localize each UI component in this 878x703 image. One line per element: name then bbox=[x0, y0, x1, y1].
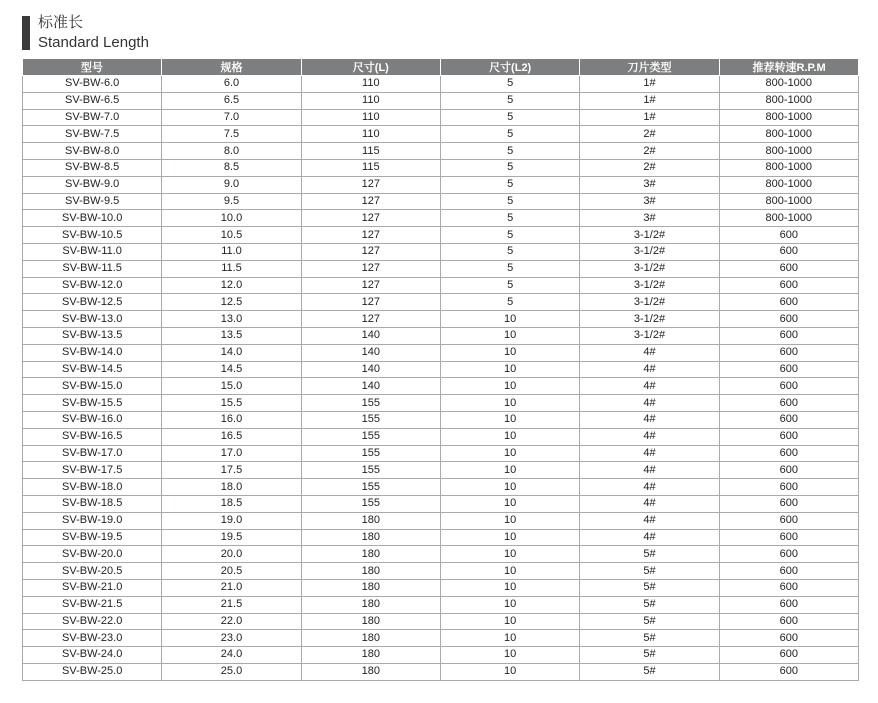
cell-rpm: 600 bbox=[719, 277, 858, 294]
cell-model: SV-BW-10.0 bbox=[23, 210, 162, 227]
cell-model: SV-BW-8.0 bbox=[23, 143, 162, 160]
cell-model: SV-BW-11.0 bbox=[23, 243, 162, 260]
table-row bbox=[23, 512, 859, 529]
cell-model: SV-BW-9.5 bbox=[23, 193, 162, 210]
cell-length-l: 140 bbox=[301, 327, 440, 344]
cell-blade-type: 3# bbox=[580, 176, 719, 193]
cell-length-l: 110 bbox=[301, 92, 440, 109]
cell-length-l2: 10 bbox=[440, 647, 579, 664]
cell-length-l2: 10 bbox=[440, 546, 579, 563]
cell-spec: 14.0 bbox=[162, 344, 301, 361]
cell-spec: 16.0 bbox=[162, 411, 301, 428]
cell-length-l: 180 bbox=[301, 529, 440, 546]
cell-rpm: 600 bbox=[719, 227, 858, 244]
cell-length-l: 180 bbox=[301, 579, 440, 596]
cell-length-l: 180 bbox=[301, 630, 440, 647]
cell-length-l: 110 bbox=[301, 109, 440, 126]
cell-length-l: 155 bbox=[301, 411, 440, 428]
col-header-blade-type: 刀片类型 bbox=[580, 59, 719, 76]
cell-length-l2: 10 bbox=[440, 378, 579, 395]
cell-length-l: 140 bbox=[301, 361, 440, 378]
cell-spec: 11.0 bbox=[162, 243, 301, 260]
cell-rpm: 800-1000 bbox=[719, 193, 858, 210]
cell-spec: 21.0 bbox=[162, 579, 301, 596]
cell-spec: 6.0 bbox=[162, 76, 301, 93]
cell-rpm: 600 bbox=[719, 462, 858, 479]
col-header-length-l2: 尺寸(L2) bbox=[440, 59, 579, 76]
cell-model: SV-BW-21.5 bbox=[23, 596, 162, 613]
cell-blade-type: 3-1/2# bbox=[580, 227, 719, 244]
cell-model: SV-BW-6.0 bbox=[23, 76, 162, 93]
table-row bbox=[23, 613, 859, 630]
cell-spec: 20.0 bbox=[162, 546, 301, 563]
cell-spec: 16.5 bbox=[162, 428, 301, 445]
cell-length-l2: 10 bbox=[440, 411, 579, 428]
cell-length-l2: 10 bbox=[440, 344, 579, 361]
cell-spec: 13.5 bbox=[162, 327, 301, 344]
cell-model: SV-BW-20.5 bbox=[23, 563, 162, 580]
cell-length-l2: 10 bbox=[440, 462, 579, 479]
cell-length-l2: 5 bbox=[440, 227, 579, 244]
spec-table-body bbox=[23, 76, 859, 681]
cell-spec: 8.5 bbox=[162, 159, 301, 176]
cell-blade-type: 4# bbox=[580, 428, 719, 445]
cell-rpm: 600 bbox=[719, 260, 858, 277]
cell-blade-type: 1# bbox=[580, 109, 719, 126]
cell-rpm: 600 bbox=[719, 479, 858, 496]
cell-rpm: 600 bbox=[719, 579, 858, 596]
col-header-spec: 规格 bbox=[162, 59, 301, 76]
cell-rpm: 600 bbox=[719, 243, 858, 260]
col-header-model: 型号 bbox=[23, 59, 162, 76]
table-row bbox=[23, 529, 859, 546]
cell-blade-type: 5# bbox=[580, 613, 719, 630]
table-row bbox=[23, 361, 859, 378]
table-row bbox=[23, 630, 859, 647]
cell-length-l2: 10 bbox=[440, 327, 579, 344]
cell-length-l: 180 bbox=[301, 613, 440, 630]
cell-rpm: 600 bbox=[719, 344, 858, 361]
cell-length-l: 127 bbox=[301, 311, 440, 328]
table-row bbox=[23, 227, 859, 244]
cell-length-l2: 10 bbox=[440, 613, 579, 630]
table-row bbox=[23, 462, 859, 479]
table-row bbox=[23, 176, 859, 193]
cell-length-l2: 10 bbox=[440, 445, 579, 462]
heading-accent-bar bbox=[22, 16, 30, 50]
table-row bbox=[23, 411, 859, 428]
cell-length-l2: 10 bbox=[440, 630, 579, 647]
cell-blade-type: 3-1/2# bbox=[580, 277, 719, 294]
cell-blade-type: 4# bbox=[580, 495, 719, 512]
cell-rpm: 600 bbox=[719, 361, 858, 378]
cell-model: SV-BW-11.5 bbox=[23, 260, 162, 277]
cell-spec: 24.0 bbox=[162, 647, 301, 664]
table-row bbox=[23, 76, 859, 93]
table-row bbox=[23, 327, 859, 344]
cell-blade-type: 3-1/2# bbox=[580, 260, 719, 277]
cell-length-l: 180 bbox=[301, 512, 440, 529]
cell-blade-type: 5# bbox=[580, 563, 719, 580]
cell-length-l2: 5 bbox=[440, 193, 579, 210]
cell-spec: 6.5 bbox=[162, 92, 301, 109]
cell-rpm: 800-1000 bbox=[719, 76, 858, 93]
table-row bbox=[23, 109, 859, 126]
cell-length-l2: 5 bbox=[440, 76, 579, 93]
cell-rpm: 600 bbox=[719, 647, 858, 664]
table-row bbox=[23, 395, 859, 412]
cell-rpm: 600 bbox=[719, 395, 858, 412]
cell-blade-type: 3# bbox=[580, 193, 719, 210]
cell-spec: 18.5 bbox=[162, 495, 301, 512]
table-row bbox=[23, 311, 859, 328]
cell-length-l2: 5 bbox=[440, 277, 579, 294]
cell-length-l: 180 bbox=[301, 546, 440, 563]
cell-spec: 10.5 bbox=[162, 227, 301, 244]
table-row bbox=[23, 563, 859, 580]
cell-spec: 14.5 bbox=[162, 361, 301, 378]
cell-rpm: 600 bbox=[719, 596, 858, 613]
cell-spec: 11.5 bbox=[162, 260, 301, 277]
cell-length-l: 127 bbox=[301, 210, 440, 227]
table-row bbox=[23, 294, 859, 311]
col-header-length-l: 尺寸(L) bbox=[301, 59, 440, 76]
cell-length-l: 127 bbox=[301, 193, 440, 210]
cell-model: SV-BW-14.5 bbox=[23, 361, 162, 378]
cell-length-l2: 10 bbox=[440, 579, 579, 596]
cell-spec: 7.5 bbox=[162, 126, 301, 143]
cell-blade-type: 1# bbox=[580, 92, 719, 109]
cell-rpm: 600 bbox=[719, 563, 858, 580]
cell-blade-type: 4# bbox=[580, 512, 719, 529]
cell-length-l: 180 bbox=[301, 663, 440, 680]
cell-length-l: 110 bbox=[301, 126, 440, 143]
cell-rpm: 600 bbox=[719, 546, 858, 563]
cell-model: SV-BW-13.5 bbox=[23, 327, 162, 344]
table-row bbox=[23, 495, 859, 512]
cell-blade-type: 3-1/2# bbox=[580, 243, 719, 260]
cell-length-l: 127 bbox=[301, 294, 440, 311]
cell-model: SV-BW-18.0 bbox=[23, 479, 162, 496]
cell-length-l: 180 bbox=[301, 596, 440, 613]
header-row bbox=[23, 59, 859, 76]
cell-length-l: 155 bbox=[301, 479, 440, 496]
cell-spec: 10.0 bbox=[162, 210, 301, 227]
spec-table-header bbox=[23, 59, 859, 76]
cell-spec: 7.0 bbox=[162, 109, 301, 126]
table-row bbox=[23, 428, 859, 445]
cell-rpm: 600 bbox=[719, 428, 858, 445]
cell-blade-type: 3-1/2# bbox=[580, 327, 719, 344]
cell-length-l: 127 bbox=[301, 227, 440, 244]
table-row bbox=[23, 378, 859, 395]
cell-blade-type: 5# bbox=[580, 596, 719, 613]
cell-length-l: 140 bbox=[301, 378, 440, 395]
table-row bbox=[23, 344, 859, 361]
cell-spec: 9.5 bbox=[162, 193, 301, 210]
cell-rpm: 600 bbox=[719, 445, 858, 462]
cell-length-l2: 5 bbox=[440, 294, 579, 311]
cell-length-l: 155 bbox=[301, 462, 440, 479]
table-row bbox=[23, 596, 859, 613]
cell-model: SV-BW-13.0 bbox=[23, 311, 162, 328]
cell-model: SV-BW-22.0 bbox=[23, 613, 162, 630]
cell-blade-type: 4# bbox=[580, 361, 719, 378]
cell-spec: 23.0 bbox=[162, 630, 301, 647]
cell-blade-type: 2# bbox=[580, 159, 719, 176]
cell-spec: 12.5 bbox=[162, 294, 301, 311]
cell-length-l2: 5 bbox=[440, 159, 579, 176]
table-row bbox=[23, 92, 859, 109]
cell-length-l2: 5 bbox=[440, 176, 579, 193]
heading-title-en: Standard Length bbox=[38, 34, 149, 51]
cell-spec: 18.0 bbox=[162, 479, 301, 496]
cell-rpm: 600 bbox=[719, 327, 858, 344]
table-row bbox=[23, 143, 859, 160]
cell-length-l2: 10 bbox=[440, 395, 579, 412]
cell-spec: 21.5 bbox=[162, 596, 301, 613]
cell-model: SV-BW-12.0 bbox=[23, 277, 162, 294]
table-row bbox=[23, 159, 859, 176]
cell-blade-type: 5# bbox=[580, 546, 719, 563]
cell-length-l2: 5 bbox=[440, 143, 579, 160]
cell-rpm: 600 bbox=[719, 294, 858, 311]
cell-length-l2: 5 bbox=[440, 92, 579, 109]
table-row bbox=[23, 193, 859, 210]
cell-length-l2: 5 bbox=[440, 109, 579, 126]
cell-length-l: 155 bbox=[301, 495, 440, 512]
cell-length-l: 155 bbox=[301, 395, 440, 412]
table-row bbox=[23, 546, 859, 563]
table-row bbox=[23, 663, 859, 680]
cell-spec: 9.0 bbox=[162, 176, 301, 193]
table-row bbox=[23, 579, 859, 596]
cell-rpm: 600 bbox=[719, 663, 858, 680]
cell-spec: 19.5 bbox=[162, 529, 301, 546]
spec-table bbox=[22, 59, 859, 681]
cell-rpm: 600 bbox=[719, 529, 858, 546]
cell-blade-type: 4# bbox=[580, 445, 719, 462]
cell-length-l2: 10 bbox=[440, 495, 579, 512]
cell-length-l: 180 bbox=[301, 647, 440, 664]
cell-blade-type: 4# bbox=[580, 411, 719, 428]
cell-model: SV-BW-10.5 bbox=[23, 227, 162, 244]
cell-model: SV-BW-17.5 bbox=[23, 462, 162, 479]
cell-length-l2: 5 bbox=[440, 126, 579, 143]
cell-blade-type: 3-1/2# bbox=[580, 294, 719, 311]
cell-rpm: 800-1000 bbox=[719, 109, 858, 126]
col-header-rpm: 推荐转速R.P.M bbox=[719, 59, 858, 76]
cell-length-l: 127 bbox=[301, 260, 440, 277]
cell-model: SV-BW-14.0 bbox=[23, 344, 162, 361]
cell-spec: 13.0 bbox=[162, 311, 301, 328]
cell-length-l2: 10 bbox=[440, 563, 579, 580]
cell-length-l2: 10 bbox=[440, 663, 579, 680]
cell-length-l2: 5 bbox=[440, 243, 579, 260]
cell-blade-type: 4# bbox=[580, 378, 719, 395]
cell-rpm: 800-1000 bbox=[719, 126, 858, 143]
cell-blade-type: 4# bbox=[580, 529, 719, 546]
cell-blade-type: 4# bbox=[580, 344, 719, 361]
cell-spec: 15.0 bbox=[162, 378, 301, 395]
cell-blade-type: 5# bbox=[580, 579, 719, 596]
cell-blade-type: 4# bbox=[580, 479, 719, 496]
cell-model: SV-BW-19.5 bbox=[23, 529, 162, 546]
cell-blade-type: 3# bbox=[580, 210, 719, 227]
table-row bbox=[23, 277, 859, 294]
cell-model: SV-BW-15.5 bbox=[23, 395, 162, 412]
cell-length-l: 115 bbox=[301, 143, 440, 160]
cell-length-l: 127 bbox=[301, 243, 440, 260]
cell-length-l2: 5 bbox=[440, 210, 579, 227]
cell-spec: 8.0 bbox=[162, 143, 301, 160]
cell-length-l2: 10 bbox=[440, 428, 579, 445]
cell-length-l2: 10 bbox=[440, 529, 579, 546]
heading-title-cn: 标准长 bbox=[38, 14, 84, 31]
cell-length-l: 127 bbox=[301, 176, 440, 193]
cell-length-l2: 10 bbox=[440, 596, 579, 613]
cell-rpm: 800-1000 bbox=[719, 143, 858, 160]
cell-model: SV-BW-21.0 bbox=[23, 579, 162, 596]
cell-length-l: 140 bbox=[301, 344, 440, 361]
cell-rpm: 800-1000 bbox=[719, 176, 858, 193]
cell-model: SV-BW-15.0 bbox=[23, 378, 162, 395]
table-row bbox=[23, 243, 859, 260]
cell-rpm: 800-1000 bbox=[719, 92, 858, 109]
cell-length-l2: 10 bbox=[440, 311, 579, 328]
cell-length-l: 155 bbox=[301, 428, 440, 445]
cell-model: SV-BW-23.0 bbox=[23, 630, 162, 647]
cell-model: SV-BW-16.5 bbox=[23, 428, 162, 445]
cell-blade-type: 4# bbox=[580, 462, 719, 479]
cell-model: SV-BW-7.0 bbox=[23, 109, 162, 126]
cell-length-l2: 5 bbox=[440, 260, 579, 277]
cell-model: SV-BW-6.5 bbox=[23, 92, 162, 109]
cell-model: SV-BW-16.0 bbox=[23, 411, 162, 428]
table-row bbox=[23, 445, 859, 462]
table-row bbox=[23, 647, 859, 664]
table-row bbox=[23, 126, 859, 143]
table-row bbox=[23, 260, 859, 277]
cell-length-l: 155 bbox=[301, 445, 440, 462]
cell-blade-type: 1# bbox=[580, 76, 719, 93]
cell-model: SV-BW-8.5 bbox=[23, 159, 162, 176]
cell-rpm: 600 bbox=[719, 630, 858, 647]
cell-blade-type: 2# bbox=[580, 143, 719, 160]
cell-length-l2: 10 bbox=[440, 361, 579, 378]
cell-model: SV-BW-17.0 bbox=[23, 445, 162, 462]
cell-model: SV-BW-9.0 bbox=[23, 176, 162, 193]
cell-rpm: 600 bbox=[719, 311, 858, 328]
cell-length-l2: 10 bbox=[440, 479, 579, 496]
cell-spec: 25.0 bbox=[162, 663, 301, 680]
cell-spec: 17.0 bbox=[162, 445, 301, 462]
cell-model: SV-BW-25.0 bbox=[23, 663, 162, 680]
cell-rpm: 600 bbox=[719, 495, 858, 512]
cell-rpm: 600 bbox=[719, 411, 858, 428]
cell-blade-type: 2# bbox=[580, 126, 719, 143]
cell-spec: 17.5 bbox=[162, 462, 301, 479]
cell-rpm: 800-1000 bbox=[719, 159, 858, 176]
cell-blade-type: 5# bbox=[580, 647, 719, 664]
cell-length-l: 115 bbox=[301, 159, 440, 176]
cell-model: SV-BW-12.5 bbox=[23, 294, 162, 311]
cell-spec: 20.5 bbox=[162, 563, 301, 580]
table-row bbox=[23, 210, 859, 227]
cell-blade-type: 4# bbox=[580, 395, 719, 412]
cell-spec: 15.5 bbox=[162, 395, 301, 412]
cell-blade-type: 3-1/2# bbox=[580, 311, 719, 328]
cell-blade-type: 5# bbox=[580, 663, 719, 680]
cell-model: SV-BW-19.0 bbox=[23, 512, 162, 529]
cell-rpm: 600 bbox=[719, 613, 858, 630]
cell-length-l: 110 bbox=[301, 76, 440, 93]
cell-model: SV-BW-7.5 bbox=[23, 126, 162, 143]
cell-blade-type: 5# bbox=[580, 630, 719, 647]
cell-model: SV-BW-20.0 bbox=[23, 546, 162, 563]
cell-rpm: 600 bbox=[719, 378, 858, 395]
cell-rpm: 600 bbox=[719, 512, 858, 529]
cell-spec: 19.0 bbox=[162, 512, 301, 529]
cell-model: SV-BW-24.0 bbox=[23, 647, 162, 664]
cell-length-l2: 10 bbox=[440, 512, 579, 529]
cell-spec: 12.0 bbox=[162, 277, 301, 294]
table-row bbox=[23, 479, 859, 496]
cell-length-l: 127 bbox=[301, 277, 440, 294]
cell-model: SV-BW-18.5 bbox=[23, 495, 162, 512]
cell-spec: 22.0 bbox=[162, 613, 301, 630]
cell-rpm: 800-1000 bbox=[719, 210, 858, 227]
cell-length-l: 180 bbox=[301, 563, 440, 580]
